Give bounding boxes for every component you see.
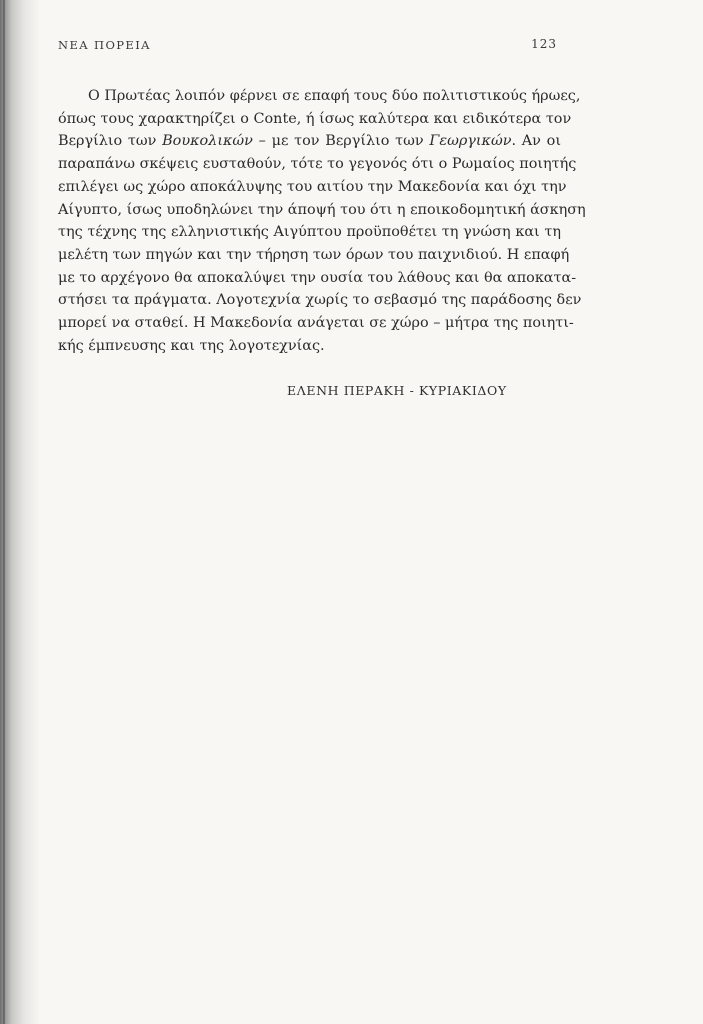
article-paragraph — [58, 85, 586, 357]
text-line: Ο Πρωτέας λοιπόν φέρνει σε επαφή τους δύο πολιτιστικούς ήρωες, — [88, 88, 581, 104]
running-head: ΝΕΑ ΠΟΡΕΙΑ — [58, 38, 151, 52]
text-fragment: Βεργίλιο των — [58, 133, 163, 150]
text-line: με το αρχέγονο θα αποκαλύψει την ουσία του λάθους και θα αποκατα- — [58, 269, 577, 286]
text-line: παραπάνω σκέψεις ευσταθούν, τότε το γεγονός ότι ο Ρωμαίος ποιητής — [58, 156, 577, 173]
binding-edge — [3, 0, 5, 1024]
page-number: 123 — [531, 37, 557, 51]
text-line: της τέχνης της ελληνιστικής Αιγύπτου προϋποθέτει τη γνώση και τη — [58, 224, 561, 241]
author-signature: ΕΛΕΝΗ ΠΕΡΑΚΗ - ΚΥΡΙΑΚΙΔΟΥ — [287, 383, 507, 398]
text-fragment: – με τον Βεργίλιο των — [252, 133, 430, 150]
text-line: όπως τους χαρακτηρίζει ο Conte, ή ίσως καλύτερα και ειδικότερα τον — [58, 110, 572, 127]
text-line: επιλέγει ως χώρο αποκάλυψης του αιτίου την Μακεδονία και όχι την — [58, 178, 567, 195]
text-line: Αίγυπτο, ίσως υποδηλώνει την άποψή του ότι η εποικοδομητική άσκηση — [58, 201, 586, 218]
italic-title-bucolics: Βουκολικών — [162, 133, 253, 150]
binding-shadow — [0, 0, 40, 1024]
text-line: κής έμπνευσης και της λογοτεχνίας. — [58, 337, 325, 354]
text-line — [58, 130, 561, 153]
text-line: μελέτη των πηγών και την τήρηση των όρων του παιχνιδιού. Η επαφή — [58, 246, 570, 263]
text-line: μπορεί να σταθεί. Η Μακεδονία ανάγεται σε χώρο – μήτρα της ποιητι- — [58, 315, 574, 332]
italic-title-georgics: Γεωργικών — [429, 133, 512, 150]
text-line: στήσει τα πράγματα. Λογοτεχνία χωρίς το σεβασμό της παράδοσης δεν — [58, 292, 582, 309]
text-fragment: . Αν οι — [511, 133, 561, 150]
